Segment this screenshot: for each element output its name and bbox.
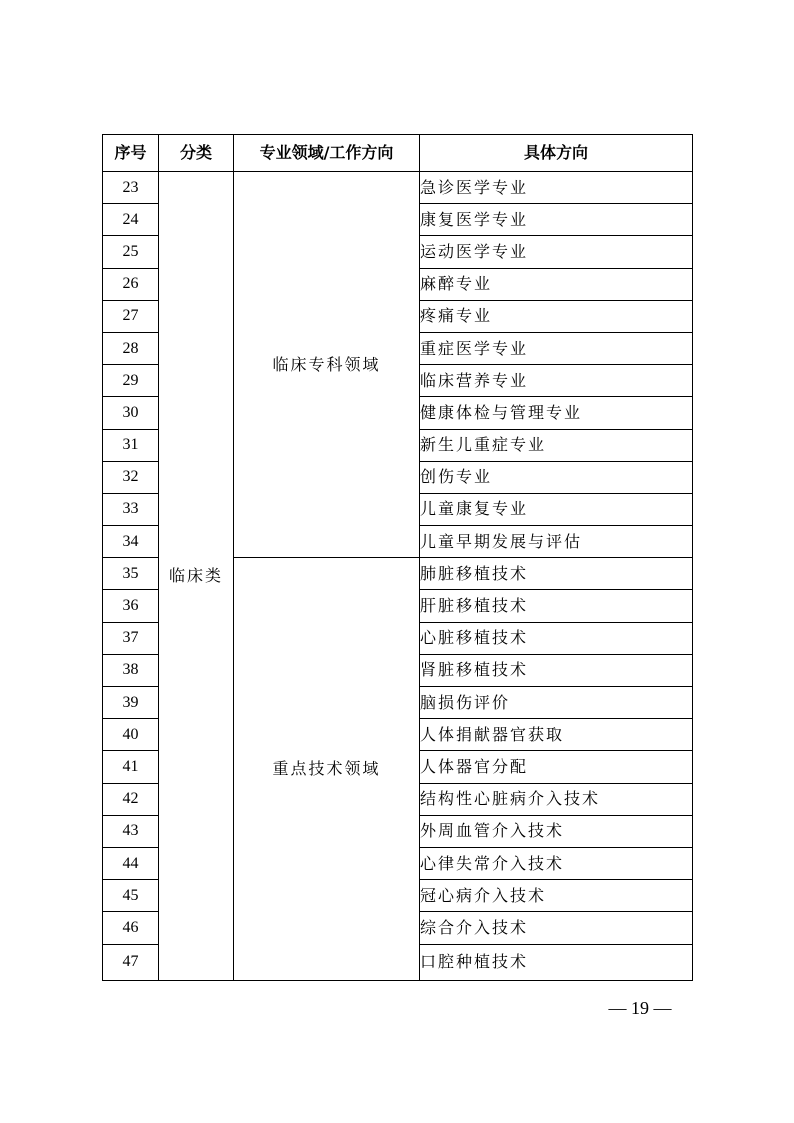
row-number: 43 <box>103 815 159 847</box>
row-direction: 人体器官分配 <box>420 751 693 783</box>
table-header-row <box>103 135 693 172</box>
row-direction: 创伤专业 <box>420 461 693 493</box>
header-category: 分类 <box>159 135 234 172</box>
row-number: 41 <box>103 751 159 783</box>
row-direction: 重症医学专业 <box>420 332 693 364</box>
row-number: 28 <box>103 332 159 364</box>
specialty-table <box>102 134 693 981</box>
row-number: 29 <box>103 365 159 397</box>
field-cell-key-tech: 重点技术领域 <box>234 558 420 980</box>
row-number: 27 <box>103 300 159 332</box>
row-number: 38 <box>103 654 159 686</box>
header-field: 专业领域/工作方向 <box>234 135 420 172</box>
row-number: 39 <box>103 687 159 719</box>
row-number: 35 <box>103 558 159 590</box>
row-direction: 脑损伤评价 <box>420 687 693 719</box>
row-direction: 综合介入技术 <box>420 912 693 944</box>
row-number: 40 <box>103 719 159 751</box>
row-number: 31 <box>103 429 159 461</box>
row-direction: 健康体检与管理专业 <box>420 397 693 429</box>
row-direction: 康复医学专业 <box>420 204 693 236</box>
row-direction: 儿童早期发展与评估 <box>420 526 693 558</box>
row-direction: 运动医学专业 <box>420 236 693 268</box>
row-direction: 结构性心脏病介入技术 <box>420 783 693 815</box>
row-number: 34 <box>103 526 159 558</box>
row-number: 30 <box>103 397 159 429</box>
row-direction: 肾脏移植技术 <box>420 654 693 686</box>
category-cell: 临床类 <box>159 172 234 981</box>
row-direction: 肝脏移植技术 <box>420 590 693 622</box>
table-row <box>103 172 693 204</box>
row-number: 46 <box>103 912 159 944</box>
field-cell-clinical: 临床专科领域 <box>234 172 420 558</box>
row-direction: 儿童康复专业 <box>420 493 693 525</box>
row-direction: 心脏移植技术 <box>420 622 693 654</box>
row-number: 37 <box>103 622 159 654</box>
row-number: 47 <box>103 944 159 980</box>
row-number: 32 <box>103 461 159 493</box>
row-number: 45 <box>103 880 159 912</box>
row-number: 23 <box>103 172 159 204</box>
row-direction: 冠心病介入技术 <box>420 880 693 912</box>
row-number: 36 <box>103 590 159 622</box>
row-number: 42 <box>103 783 159 815</box>
row-direction: 麻醉专业 <box>420 268 693 300</box>
row-direction: 疼痛专业 <box>420 300 693 332</box>
page-number: — 19 — <box>608 998 672 1018</box>
header-direction: 具体方向 <box>420 135 693 172</box>
row-direction: 临床营养专业 <box>420 365 693 397</box>
header-serial: 序号 <box>103 135 159 172</box>
row-direction: 急诊医学专业 <box>420 172 693 204</box>
row-direction: 外周血管介入技术 <box>420 815 693 847</box>
row-number: 33 <box>103 493 159 525</box>
row-number: 24 <box>103 204 159 236</box>
row-number: 26 <box>103 268 159 300</box>
row-number: 25 <box>103 236 159 268</box>
row-direction: 新生儿重症专业 <box>420 429 693 461</box>
row-direction: 肺脏移植技术 <box>420 558 693 590</box>
row-number: 44 <box>103 847 159 879</box>
row-direction: 人体捐献器官获取 <box>420 719 693 751</box>
row-direction: 口腔种植技术 <box>420 944 693 980</box>
row-direction: 心律失常介入技术 <box>420 847 693 879</box>
